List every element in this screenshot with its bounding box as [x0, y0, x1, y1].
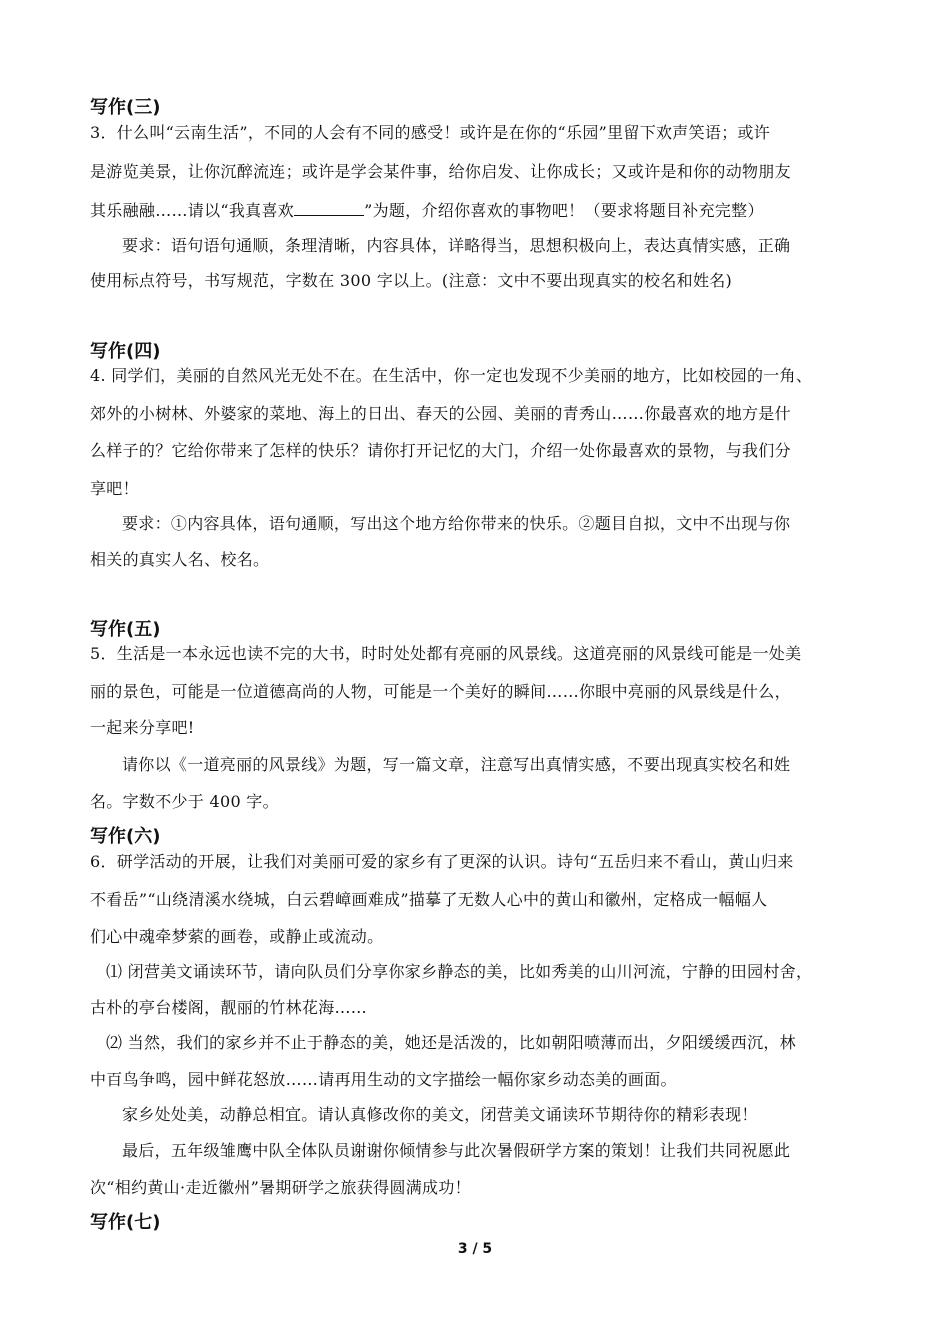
s4-line-6: 相关的真实人名、校名。 [90, 550, 270, 569]
s4-line-1: 4. 同学们，美丽的自然风光无处不在。在生活中，你一定也发现不少美丽的地方，比如校园的一角、 [90, 366, 813, 385]
section-heading-3: 写作(三) [90, 97, 161, 118]
s5-line-1: 5．生活是一本永远也读不完的大书，时时处处都有亮丽的风景线。这道亮丽的风景线可能是一处美 [90, 644, 802, 663]
s3-line-4: 要求：语句语句通顺，条理清晰，内容具体，详略得当，思想积极向上，表达真情实感，正确 [122, 236, 791, 255]
s6-line-1: 6．研学活动的开展，让我们对美丽可爱的家乡有了更深的认识。诗句“五岳归来不看山，黄山归来 [90, 852, 794, 871]
section-heading-7: 写作(七) [90, 1212, 161, 1233]
s6-line-9: 最后，五年级雏鹰中队全体队员谢谢你倾情参与此次暑假研学方案的策划！让我们共同祝愿此 [122, 1141, 791, 1160]
s3-line-3b: ”为题，介绍你喜欢的事物吧！（要求将题目补充完整） [364, 201, 764, 220]
s3-line-3 [90, 201, 764, 221]
s6-line-3: 们心中魂牵梦萦的画卷，或静止或流动。 [90, 927, 384, 946]
s5-line-5: 名。字数不少于 400 字。 [90, 792, 279, 811]
s6-line-2: 不看岳”“山绕清溪水绕城，白云碧嶂画难成”描摹了无数人心中的黄山和徽州，定格成一幅幅人 [90, 890, 768, 909]
s5-line-4: 请你以《一道亮丽的风景线》为题，写一篇文章，注意写出真情实感，不要出现真实校名和姓 [122, 755, 791, 774]
s4-line-5: 要求：①内容具体，语句通顺，写出这个地方给你带来的快乐。②题目自拟，文中不出现与你 [122, 514, 791, 533]
s3-line-3a: 其乐融融……请以“我真喜欢 [90, 201, 295, 220]
s6-line-8: 家乡处处美，动静总相宜。请认真修改你的美文，闭营美文诵读环节期待你的精彩表现！ [122, 1105, 758, 1124]
s6-line-10: 次“相约黄山·走近徽州”暑期研学之旅获得圆满成功！ [90, 1178, 471, 1197]
section-heading-4: 写作(四) [90, 341, 161, 362]
s4-line-4: 享吧！ [90, 479, 139, 498]
section-heading-5: 写作(五) [90, 619, 161, 640]
s3-line-2: 是游览美景，让你沉醉流连；或许是学会某件事，给你启发、让你成长；又或许是和你的动物朋友 [90, 162, 791, 181]
s4-line-3: 么样子的？它给你带来了怎样的快乐？请你打开记忆的大门，介绍一处你最喜欢的景物，与我们分 [90, 441, 791, 460]
s4-line-2: 郊外的小树林、外婆家的菜地、海上的日出、春天的公园、美丽的青秀山……你最喜欢的地方是什 [90, 404, 791, 423]
s6-line-4: ⑴ 闭营美文诵读环节，请向队员们分享你家乡静态的美，比如秀美的山川河流，宁静的田园村舍， [106, 962, 813, 981]
s5-line-2: 丽的景色，可能是一位道德高尚的人物，可能是一个美好的瞬间……你眼中亮丽的风景线是什么， [90, 682, 791, 701]
section-heading-6: 写作(六) [90, 826, 161, 847]
s6-line-5: 古朴的亭台楼阁，靓丽的竹林花海…… [90, 998, 368, 1017]
title-blank [294, 201, 364, 216]
page-number: 3 / 5 [457, 1241, 493, 1257]
s3-line-5: 使用标点符号，书写规范，字数在 300 字以上。(注意：文中不要出现真实的校名和姓名) [90, 271, 733, 290]
s6-line-6: ⑵ 当然，我们的家乡并不止于静态的美，她还是活泼的，比如朝阳喷薄而出，夕阳缓缓西沉，林 [106, 1033, 796, 1052]
s5-line-3: 一起来分享吧! [90, 718, 195, 737]
s3-line-1: 3．什么叫“云南生活”，不同的人会有不同的感受！或许是在你的“乐园”里留下欢声笑语；或许 [90, 123, 771, 142]
s6-line-7: 中百鸟争鸣，园中鲜花怒放……请再用生动的文字描绘一幅你家乡动态美的画面。 [90, 1070, 677, 1089]
